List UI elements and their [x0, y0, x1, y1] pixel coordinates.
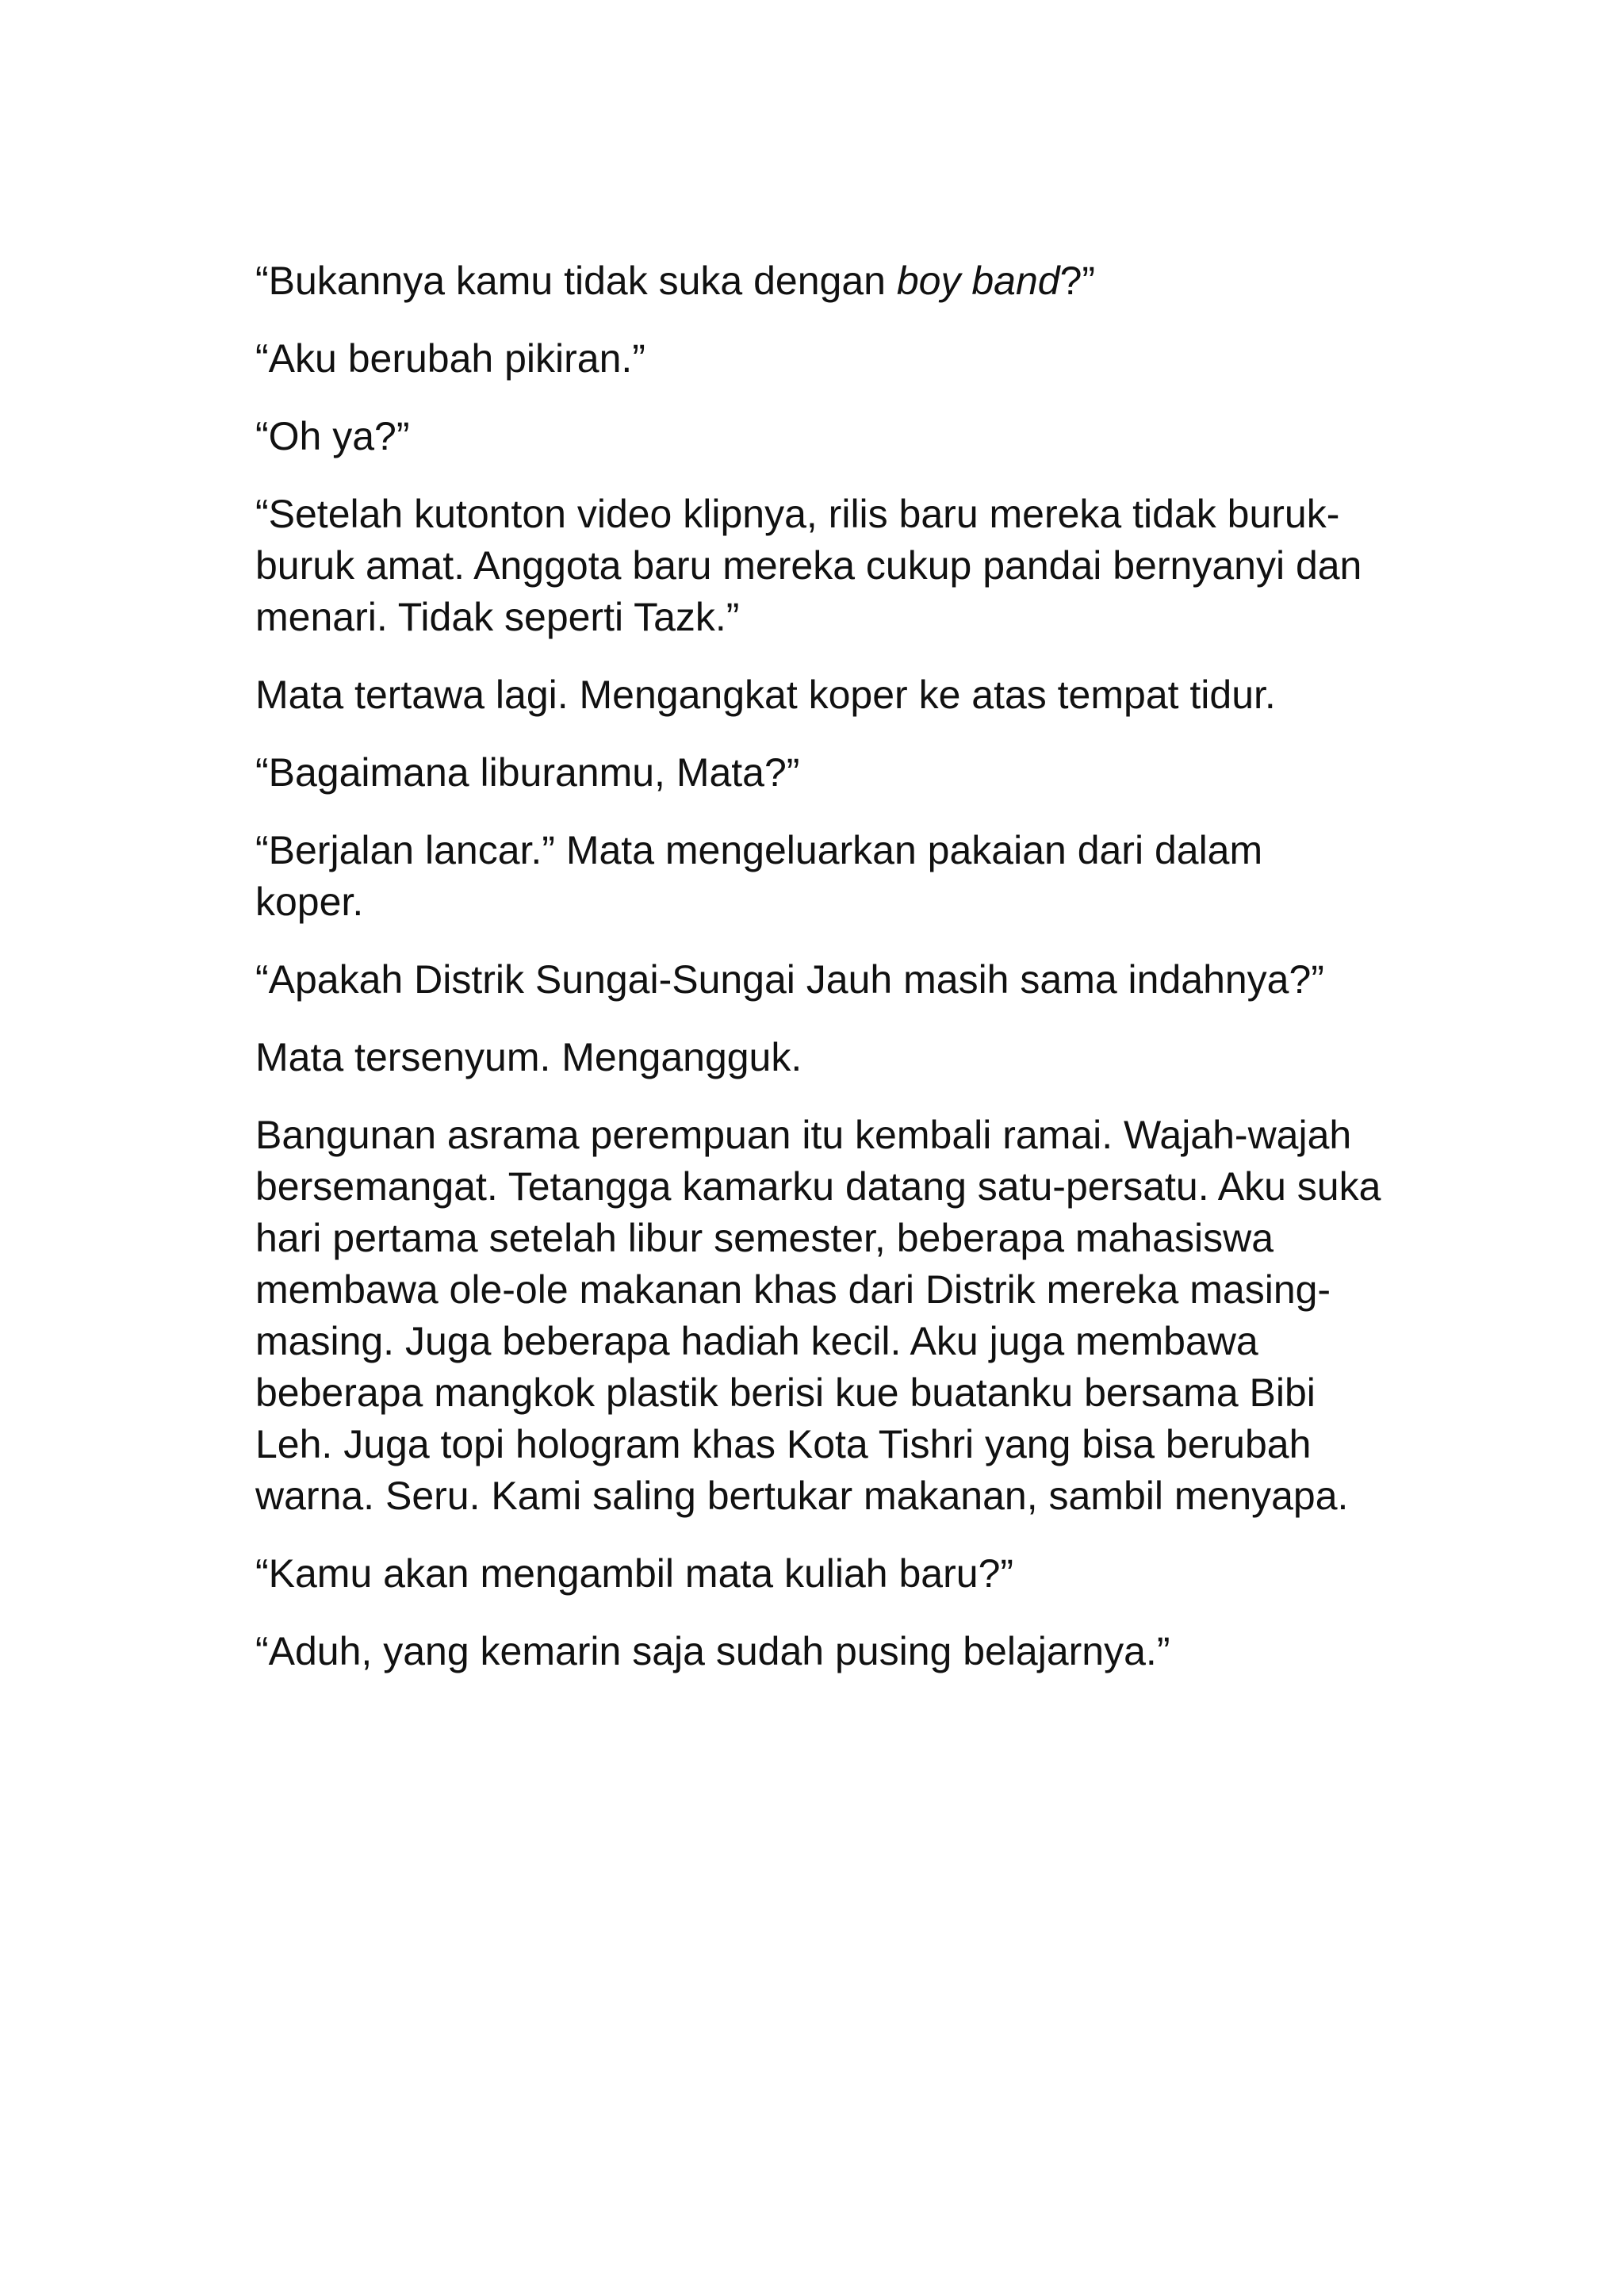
paragraph-6: “Bagaimana liburanmu, Mata?” [255, 750, 800, 795]
paragraph-4: “Setelah kutonton video klipnya, rilis baru mereka tidak buruk-buruk amat. Anggota baru mereka cukup pandai bernyanyi dan menari. Tidak seperti Tazk.” [255, 492, 1362, 639]
paragraph-8: “Apakah Distrik Sungai-Sungai Jauh masih sama indahnya?” [255, 957, 1324, 1002]
paragraph-3: “Oh ya?” [255, 414, 410, 458]
paragraph-1-italic: boy band [896, 259, 1060, 303]
body-text [255, 255, 1381, 1704]
paragraph-12: “Aduh, yang kemarin saja sudah pusing belajarnya.” [255, 1629, 1170, 1673]
paragraph-2: “Aku berubah pikiran.” [255, 336, 645, 381]
paragraph-5: Mata tertawa lagi. Mengangkat koper ke atas tempat tidur. [255, 673, 1276, 717]
paragraph-11: “Kamu akan mengambil mata kuliah baru?” [255, 1551, 1014, 1596]
paragraph-9: Mata tersenyum. Mengangguk. [255, 1035, 802, 1079]
paragraph-7: “Berjalan lancar.” Mata mengeluarkan pakaian dari dalam koper. [255, 828, 1263, 924]
paragraph-1-after: ?” [1059, 259, 1096, 303]
paragraph-10: Bangunan asrama perempuan itu kembali ramai. Wajah-wajah bersemangat. Tetangga kamarku datang satu-persatu. Aku suka hari pertama setelah libur semester, beberapa mahasiswa membawa ole-ole makanan khas dari Distrik mereka masing-masing. Juga beberapa hadiah kecil. Aku juga membawa beberapa mangkok plastik berisi kue buatanku bersama Bibi Leh. Juga topi hologram khas Kota Tishri yang bisa berubah warna. Seru. Kami saling bertukar makanan, sambil menyapa. [255, 1113, 1381, 1518]
paragraph-1-before: “Bukannya kamu tidak suka dengan [255, 259, 897, 303]
paragraph-1 [255, 255, 1381, 307]
